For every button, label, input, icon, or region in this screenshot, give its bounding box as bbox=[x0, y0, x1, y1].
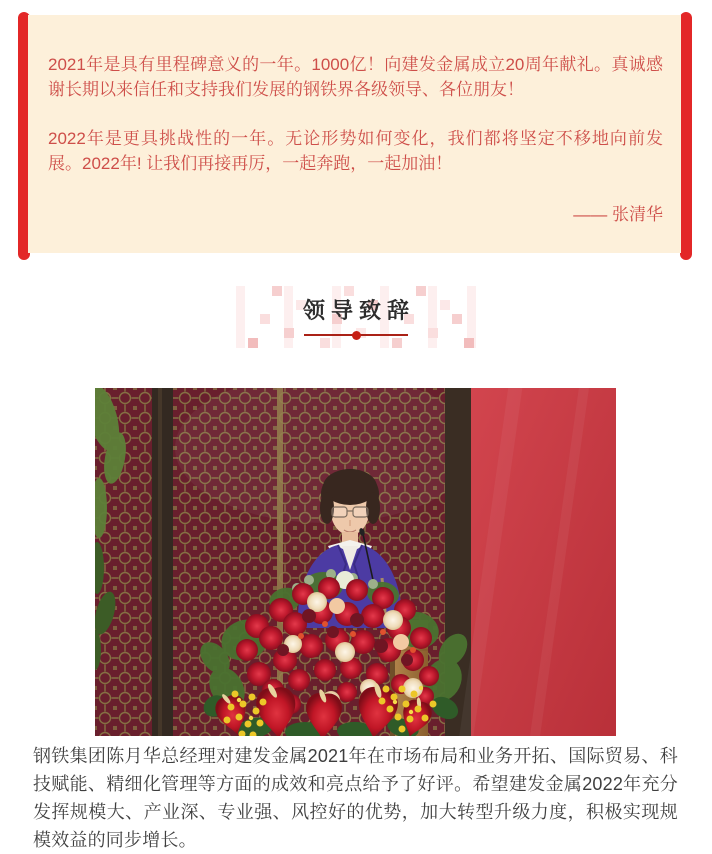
section-header bbox=[0, 286, 712, 356]
title-underline bbox=[304, 334, 408, 336]
quote-box bbox=[28, 15, 681, 253]
section-title: 领导致辞 bbox=[302, 298, 415, 323]
quote-right-bar bbox=[680, 12, 692, 260]
quote-signature: —— 张清华 bbox=[573, 205, 663, 224]
body-paragraph: 钢铁集团陈月华总经理对建发金属2021年在市场布局和业务开拓、国际贸易、科技赋能、精细化管理等方面的成效和亮点给予了好评。希望建发金属2022年充分发挥规模大、产业深、专业强、风控好的优势，加大转型升级力度，积极实现规模效益的同步增长。 bbox=[33, 746, 678, 850]
title-underline-dot bbox=[352, 331, 361, 340]
speech-photo[interactable] bbox=[95, 388, 616, 736]
quote-section bbox=[18, 12, 692, 260]
quote-paragraph-1: 2021年是具有里程碑意义的一年。1000亿！向建发金属成立20周年献礼。真诚感谢长期以来信任和支持我们发展的钢铁界各级领导、各位朋友！ bbox=[48, 55, 663, 99]
quote-paragraph-2: 2022年是更具挑战性的一年。无论形势如何变化，我们都将坚定不移地向前发展。2022年! 让我们再接再厉，一起奔跑，一起加油！ bbox=[48, 129, 663, 173]
